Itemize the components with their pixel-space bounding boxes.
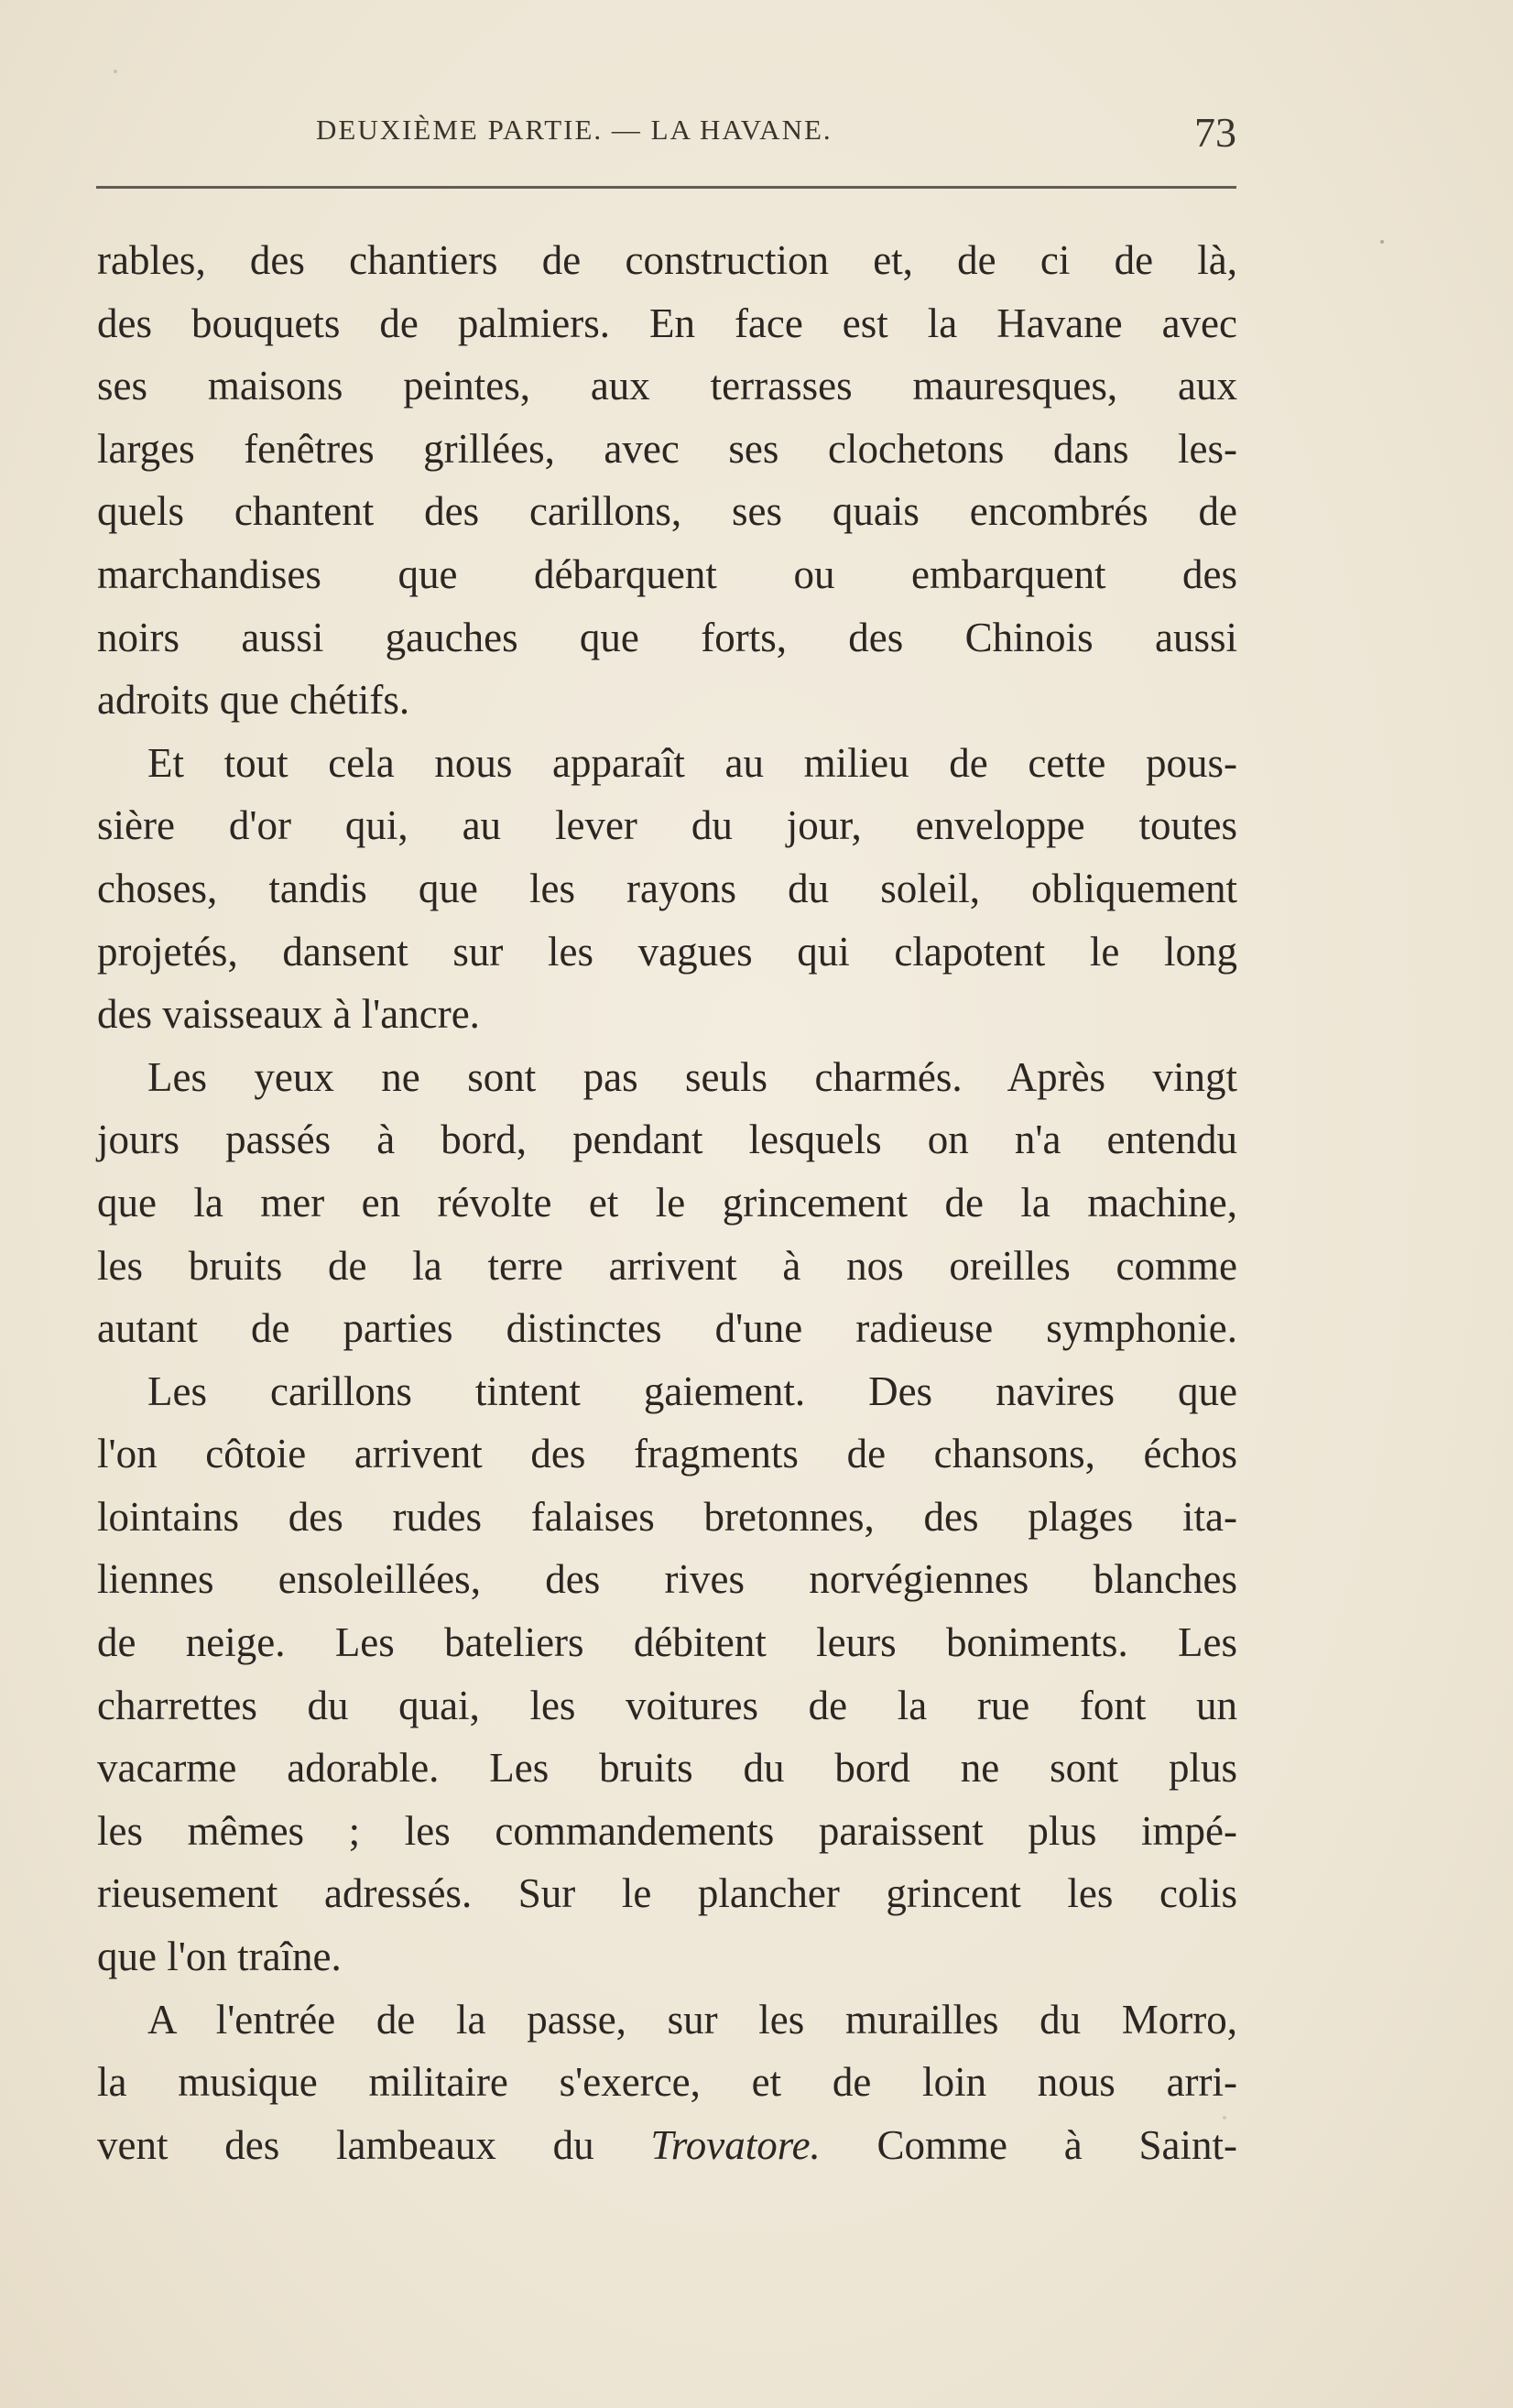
text-line: que la mer en révolte et le grincement de la machine,: [97, 1179, 1237, 1226]
running-head: [96, 108, 1236, 163]
text-line: des vaisseaux à l'ancre.: [97, 991, 480, 1038]
text-line: rieusement adressés. Sur le plancher grincent les colis: [97, 1870, 1237, 1917]
text-line: jours passés à bord, pendant lesquels on n'a entendu: [97, 1117, 1237, 1163]
text-line: choses, tandis que les rayons du soleil, obliquement: [97, 865, 1237, 911]
text-line: larges fenêtres grillées, avec ses clochetons dans les-: [97, 425, 1237, 472]
text-line: charrettes du quai, les voitures de la rue font un: [97, 1682, 1237, 1728]
text-line: des bouquets de palmiers. En face est la Havane avec: [97, 300, 1237, 346]
text-line: de neige. Les bateliers débitent leurs boniments. Les: [97, 1619, 1237, 1666]
paragraph-start-line: Les carillons tintent gaiement. Des navires que: [147, 1367, 1237, 1414]
final-text-line: [97, 2114, 1237, 2177]
header-rule: [96, 186, 1236, 189]
opera-title: Trovatore.: [650, 2121, 821, 2168]
running-title: DEUXIÈME PARTIE. — LA HAVANE.: [316, 114, 833, 146]
paper-speck: [114, 70, 117, 73]
text-line: que l'on traîne.: [97, 1934, 342, 1980]
text-line: vacarme adorable. Les bruits du bord ne sont plus: [97, 1745, 1237, 1792]
final-line-start: vent des lambeaux du: [97, 2121, 651, 2168]
text-line: les bruits de la terre arrivent à nos oreilles comme: [97, 1242, 1237, 1289]
text-line: adroits que chétifs.: [97, 677, 410, 724]
text-line: les mêmes ; les commandements paraissent plus impé-: [97, 1807, 1237, 1854]
final-line-end: Comme à Saint-: [820, 2121, 1237, 2168]
text-line: autant de parties distinctes d'une radieuse symphonie.: [97, 1305, 1237, 1352]
text-line: noirs aussi gauches que forts, des Chinois aussi: [97, 614, 1237, 660]
text-line: rables, des chantiers de construction et, de ci de là,: [97, 237, 1237, 283]
paper-speck: [1223, 2116, 1226, 2119]
paragraph-start-line: Et tout cela nous apparaît au milieu de cette pous-: [147, 739, 1237, 786]
page-number: 73: [1194, 109, 1236, 156]
text-line: lointains des rudes falaises bretonnes, des plages ita-: [97, 1493, 1237, 1540]
text-line: projetés, dansent sur les vagues qui clapotent le long: [97, 928, 1237, 975]
paper-speck: [1380, 240, 1384, 244]
text-line: marchandises que débarquent ou embarquent des: [97, 550, 1237, 597]
text-line: quels chantent des carillons, ses quais encombrés de: [97, 488, 1237, 535]
text-line: l'on côtoie arrivent des fragments de chansons, échos: [97, 1431, 1237, 1477]
text-line: sière d'or qui, au lever du jour, enveloppe toutes: [97, 802, 1237, 849]
paragraph-start-line: A l'entrée de la passe, sur les murailles du Morro,: [147, 1996, 1237, 2043]
body-text: [97, 229, 1237, 2176]
text-line: liennes ensoleillées, des rives norvégiennes blanches: [97, 1556, 1237, 1603]
text-line: ses maisons peintes, aux terrasses mauresques, aux: [97, 363, 1237, 409]
paragraph-start-line: Les yeux ne sont pas seuls charmés. Après vingt: [147, 1053, 1237, 1100]
text-line: la musique militaire s'exerce, et de loin nous arri-: [97, 2059, 1237, 2106]
